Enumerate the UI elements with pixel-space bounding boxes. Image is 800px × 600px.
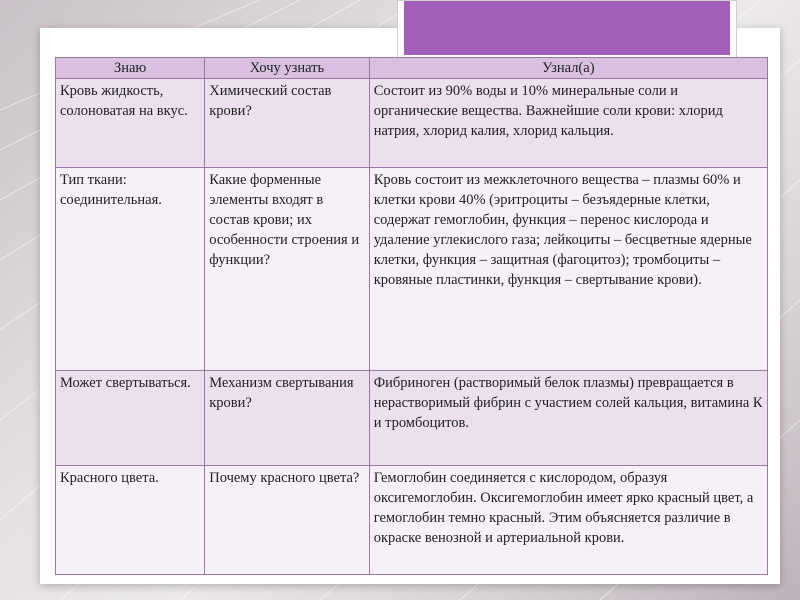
cell-want: Механизм свертывания крови? — [205, 371, 369, 466]
cell-learned: Фибриноген (растворимый белок плазмы) превращается в нерастворимый фибрин с участием солей кальция, витамина К и тромбоцитов. — [369, 371, 767, 466]
column-header-know: Знаю — [56, 58, 205, 79]
cell-learned: Гемоглобин соединяется с кислородом, образуя оксигемоглобин. Оксигемоглобин имеет ярко красный цвет, а гемоглобин темно красный. Этим объясняется различие в окраске венозной и артериальной крови. — [369, 466, 767, 575]
table-row — [56, 168, 768, 371]
table-row — [56, 371, 768, 466]
table-row — [56, 466, 768, 575]
cell-learned: Состоит из 90% воды и 10% минеральные соли и органические вещества. Важнейшие соли крови: хлорид натрия, хлорид калия, хлорид кальция. — [369, 79, 767, 168]
table-header-row — [56, 58, 768, 79]
table-row — [56, 79, 768, 168]
title-placeholder — [404, 1, 730, 55]
title-placeholder-frame — [397, 0, 737, 62]
cell-want: Почему красного цвета? — [205, 466, 369, 575]
cell-learned: Кровь состоит из межклеточного вещества – плазмы 60% и клетки крови 40% (эритроциты – безъядерные клетки, содержат гемоглобин, функция – перенос кислорода и удаление углекислого газа; лейкоциты – бесцветные ядерные клетки, функция – защитная (фагоцитоз); тромбоциты – кровяные пластинки, функция – свертывание крови). — [369, 168, 767, 371]
cell-want: Химический состав крови? — [205, 79, 369, 168]
cell-know: Тип ткани: соединительная. — [56, 168, 205, 371]
cell-know: Красного цвета. — [56, 466, 205, 575]
column-header-learned: Узнал(а) — [369, 58, 767, 79]
kwl-table — [55, 57, 768, 575]
cell-know: Может свертываться. — [56, 371, 205, 466]
column-header-want: Хочу узнать — [205, 58, 369, 79]
cell-know: Кровь жидкость, солоноватая на вкус. — [56, 79, 205, 168]
cell-want: Какие форменные элементы входят в состав крови; их особенности строения и функции? — [205, 168, 369, 371]
